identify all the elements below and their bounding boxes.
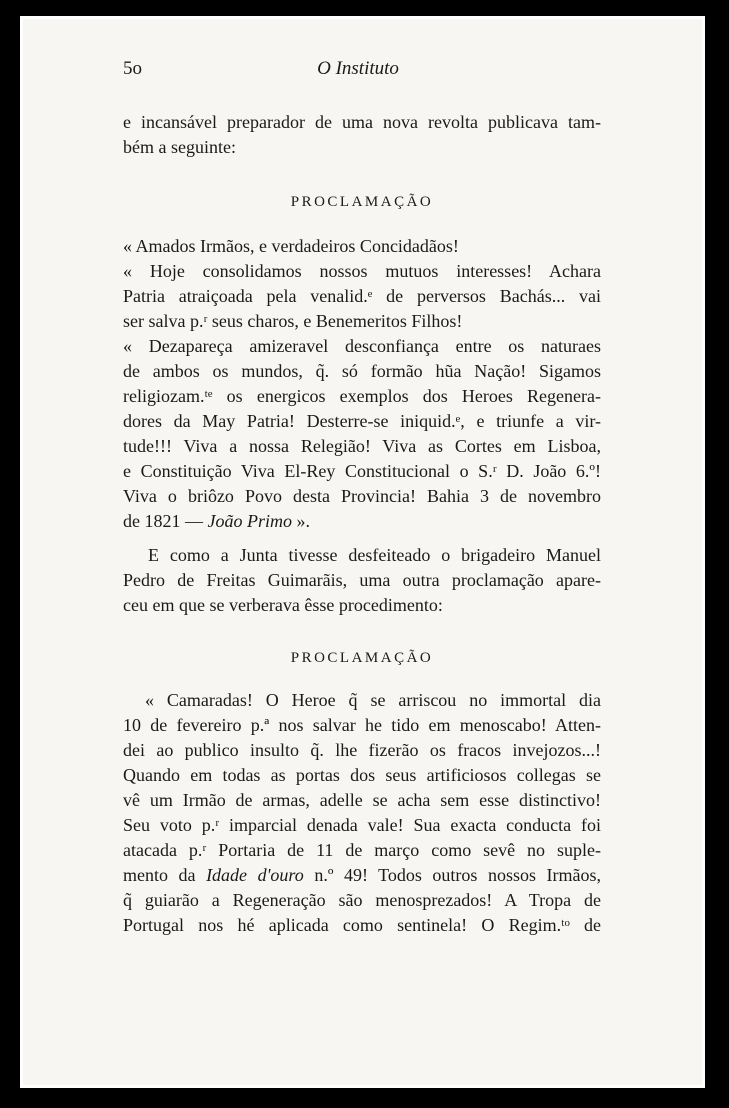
text-line: « Camaradas! O Heroe q̃ se arriscou no immortal dia [145, 690, 601, 710]
text-line: bém a seguinte: [123, 137, 236, 157]
text-line: e Constituição Viva El-Rey Constitucional o S.ʳ D. João 6.º! [123, 461, 601, 481]
text-line: « Hoje consolidamos nossos mutuos interesses! Achara [123, 261, 601, 281]
text-line: Viva o briôzo Povo desta Provincia! Bahia 3 de novembro [123, 486, 601, 506]
narrative-paragraph [123, 543, 601, 618]
text-line: dei ao publico insulto q̃. lhe fizerão os fracos invejozos...! [123, 740, 601, 760]
section-heading: PROCLAMAÇÃO [290, 194, 434, 210]
signature-close: ». [292, 511, 310, 531]
periodical-title: Idade d'ouro [206, 865, 304, 885]
section-heading: PROCLAMAÇÃO [290, 650, 434, 666]
page-number: 5o [123, 58, 142, 79]
signature-name: João Primo [207, 511, 292, 531]
proclamation-2 [123, 688, 601, 938]
text-line: Portugal nos hé aplicada como sentinela! O Regim.ᵗᵒ de [123, 915, 601, 935]
text-line: de ambos os mundos, q̃. só formão hũa Nação! Sigamos [123, 361, 601, 381]
text-line: E como a Junta tivesse desfeiteado o brigadeiro Manuel [148, 545, 601, 565]
page-header [123, 58, 593, 84]
running-title: O Instituto [317, 58, 399, 79]
intro-paragraph [123, 110, 601, 160]
text-fragment: mento da [123, 865, 207, 885]
text-line: religiozam.ᵗᵉ os energicos exemplos dos Heroes Regenera- [123, 386, 601, 406]
text-line: Pedro de Freitas Guimarãis, uma outra proclamação apare- [123, 570, 601, 590]
signature-date: de 1821 — [123, 511, 208, 531]
idade-line [123, 863, 601, 888]
text-line: Seu voto p.ʳ imparcial denada vale! Sua exacta conducta foi [123, 815, 601, 835]
text-line: vê um Irmão de armas, adelle se acha sem esse distinctivo! [123, 790, 601, 810]
text-line: Quando em todas as portas dos seus artificiosos collegas se [123, 765, 601, 785]
proclamation-1 [123, 234, 601, 534]
text-line: « Dezapareça amizeravel desconfiança entre os naturaes [123, 336, 601, 356]
text-fragment: n.º 49! Todos outros nossos Irmãos, [303, 865, 602, 885]
text-line: tude!!! Viva a nossa Relegião! Viva as Cortes em Lisboa, [123, 436, 601, 456]
text-line: q̃ guiarão a Regeneração são menosprezados! A Tropa de [123, 890, 601, 910]
text-line: atacada p.ʳ Portaria de 11 de março como sevê no suple- [123, 840, 601, 860]
text-line: Patria atraiçoada pela venalid.ᵉ de perversos Bachás... vai [123, 286, 601, 306]
text-line: « Amados Irmãos, e verdadeiros Concidadãos! [123, 236, 459, 256]
signature-line [123, 509, 601, 534]
text-line: dores da May Patria! Desterre-se iniquid.ᵉ, e triunfe a vir- [123, 411, 601, 431]
text-line: ser salva p.ʳ seus charos, e Benemeritos Filhos! [123, 311, 463, 331]
text-line: 10 de fevereiro p.ª nos salvar he tido em menoscabo! Atten- [123, 715, 601, 735]
text-line: ceu em que se verberava êsse procedimento: [123, 595, 443, 615]
text-line: e incansável preparador de uma nova revolta publicava tam- [123, 112, 601, 132]
